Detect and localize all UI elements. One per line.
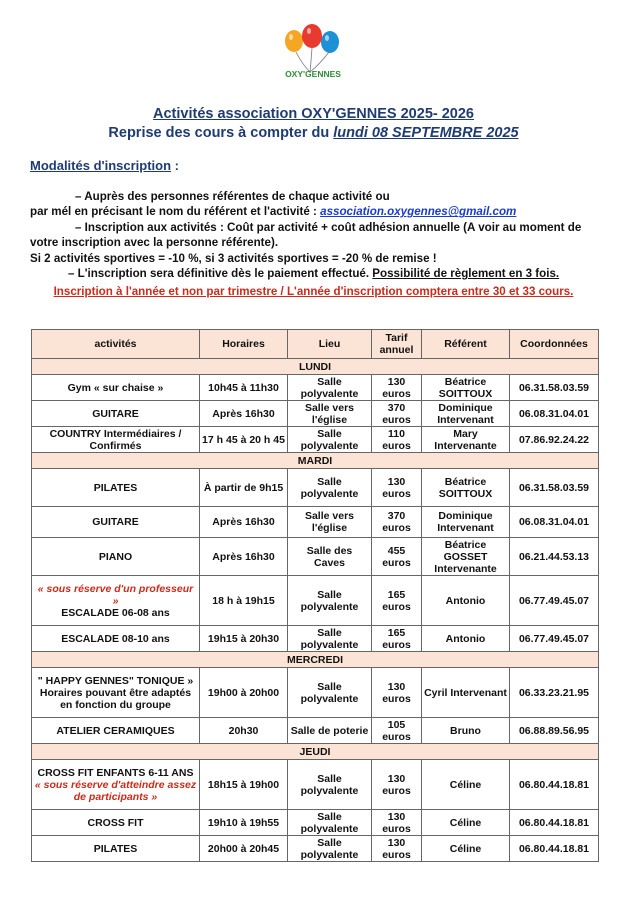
header-tarif: Tarif annuel — [372, 330, 422, 359]
header-horaires: Horaires — [200, 330, 288, 359]
table-header-row — [32, 330, 599, 359]
page-title: Activités association OXY'GENNES 2025- 2026 — [153, 106, 474, 122]
table-row: PILATES À partir de 9h15 Salle polyvalente 130 euros Béatrice SOITTOUX 06.31.58.03.59 — [32, 469, 599, 507]
logo — [272, 22, 354, 82]
header-coordonnees: Coordonnées — [510, 330, 599, 359]
table-row: Gym « sur chaise » 10h45 à 11h30 Salle polyvalente 130 euros Béatrice SOITTOUX 06.31.58.03.59 — [32, 375, 599, 401]
line-email: par mél en précisant le nom du référent et l'activité : association.oxygennes@gmail.com — [30, 205, 517, 219]
reservation-note: « sous réserve d'atteindre assez de participants » — [34, 778, 197, 803]
page-subtitle: Reprise des cours à compter du lundi 08 SEPTEMBRE 2025 — [108, 125, 519, 141]
table-row: GUITARE Après 16h30 Salle vers l'église 370 euros Dominique Intervenant 06.08.31.04.01 — [32, 401, 599, 427]
day-row-mercredi: MERCREDI — [32, 652, 599, 668]
modalites-heading: Modalités d'inscription : — [30, 158, 179, 173]
table-row: PIANO Après 16h30 Salle des Caves 455 euros Béatrice GOSSET Intervenante 06.21.44.53.13 — [32, 538, 599, 576]
table-row: " HAPPY GENNES" TONIQUE » Horaires pouvant être adaptés en fonction du groupe 19h00 à 20h00 Salle polyvalente 130 euros Cyril Intervenant 06.33.23.21.95 — [32, 668, 599, 718]
line-discount: Si 2 activités sportives = -10 %, si 3 activités sportives = -20 % de remise ! — [30, 251, 437, 265]
day-row-lundi: LUNDI — [32, 359, 599, 375]
logo-text: OXY'GENNES — [285, 69, 341, 79]
day-row-mardi: MARDI — [32, 453, 599, 469]
table-row: PILATES 20h00 à 20h45 Salle polyvalente 130 euros Céline 06.80.44.18.81 — [32, 836, 599, 862]
table-row: CROSS FIT ENFANTS 6-11 ANS « sous réserve d'atteindre assez de participants » 18h15 à 19h00 Salle polyvalente 130 euros Céline 06.80.44.18.81 — [32, 760, 599, 810]
table-row: COUNTRY Intermédiaires / Confirmés 17 h 45 à 20 h 45 Salle polyvalente 110 euros Mary Intervenante 07.86.92.24.22 — [32, 427, 599, 453]
table-row: ESCALADE 08-10 ans 19h15 à 20h30 Salle polyvalente 165 euros Antonio 06.77.49.45.07 — [32, 626, 599, 652]
table-row: CROSS FIT 19h10 à 19h55 Salle polyvalente 130 euros Céline 06.80.44.18.81 — [32, 810, 599, 836]
header-lieu: Lieu — [288, 330, 372, 359]
reservation-note: « sous réserve d'un professeur » — [37, 582, 194, 607]
activities-table — [31, 329, 599, 862]
day-row-jeudi: JEUDI — [32, 744, 599, 760]
line-referents: – Auprès des personnes référentes de chaque activité ou — [75, 190, 390, 203]
header-activites: activités — [32, 330, 200, 359]
inscription-text — [30, 189, 610, 281]
table-row: ATELIER CERAMIQUES 20h30 Salle de poterie 105 euros Bruno 06.88.89.56.95 — [32, 718, 599, 744]
table-row: « sous réserve d'un professeur » ESCALADE 06-08 ans 18 h à 19h15 Salle polyvalente 165 euros Antonio 06.77.49.45.07 — [32, 576, 599, 626]
inscription-note: Inscription à l'année et non par trimestre / L'année d'inscription comptera entre 30 et 33 cours. — [53, 285, 574, 298]
table-row: GUITARE Après 16h30 Salle vers l'église 370 euros Dominique Intervenant 06.08.31.04.01 — [32, 507, 599, 538]
header-referent: Référent — [422, 330, 510, 359]
line-payment: – L'inscription sera définitive dès le paiement effectué. Possibilité de règlement en 3 fois. — [68, 267, 560, 281]
email-link[interactable]: association.oxygennes@gmail.com — [320, 205, 517, 219]
line-cost: – Inscription aux activités : Coût par activité + coût adhésion annuelle (A voir au moment de votre inscription avec la personne référente). — [30, 220, 582, 250]
